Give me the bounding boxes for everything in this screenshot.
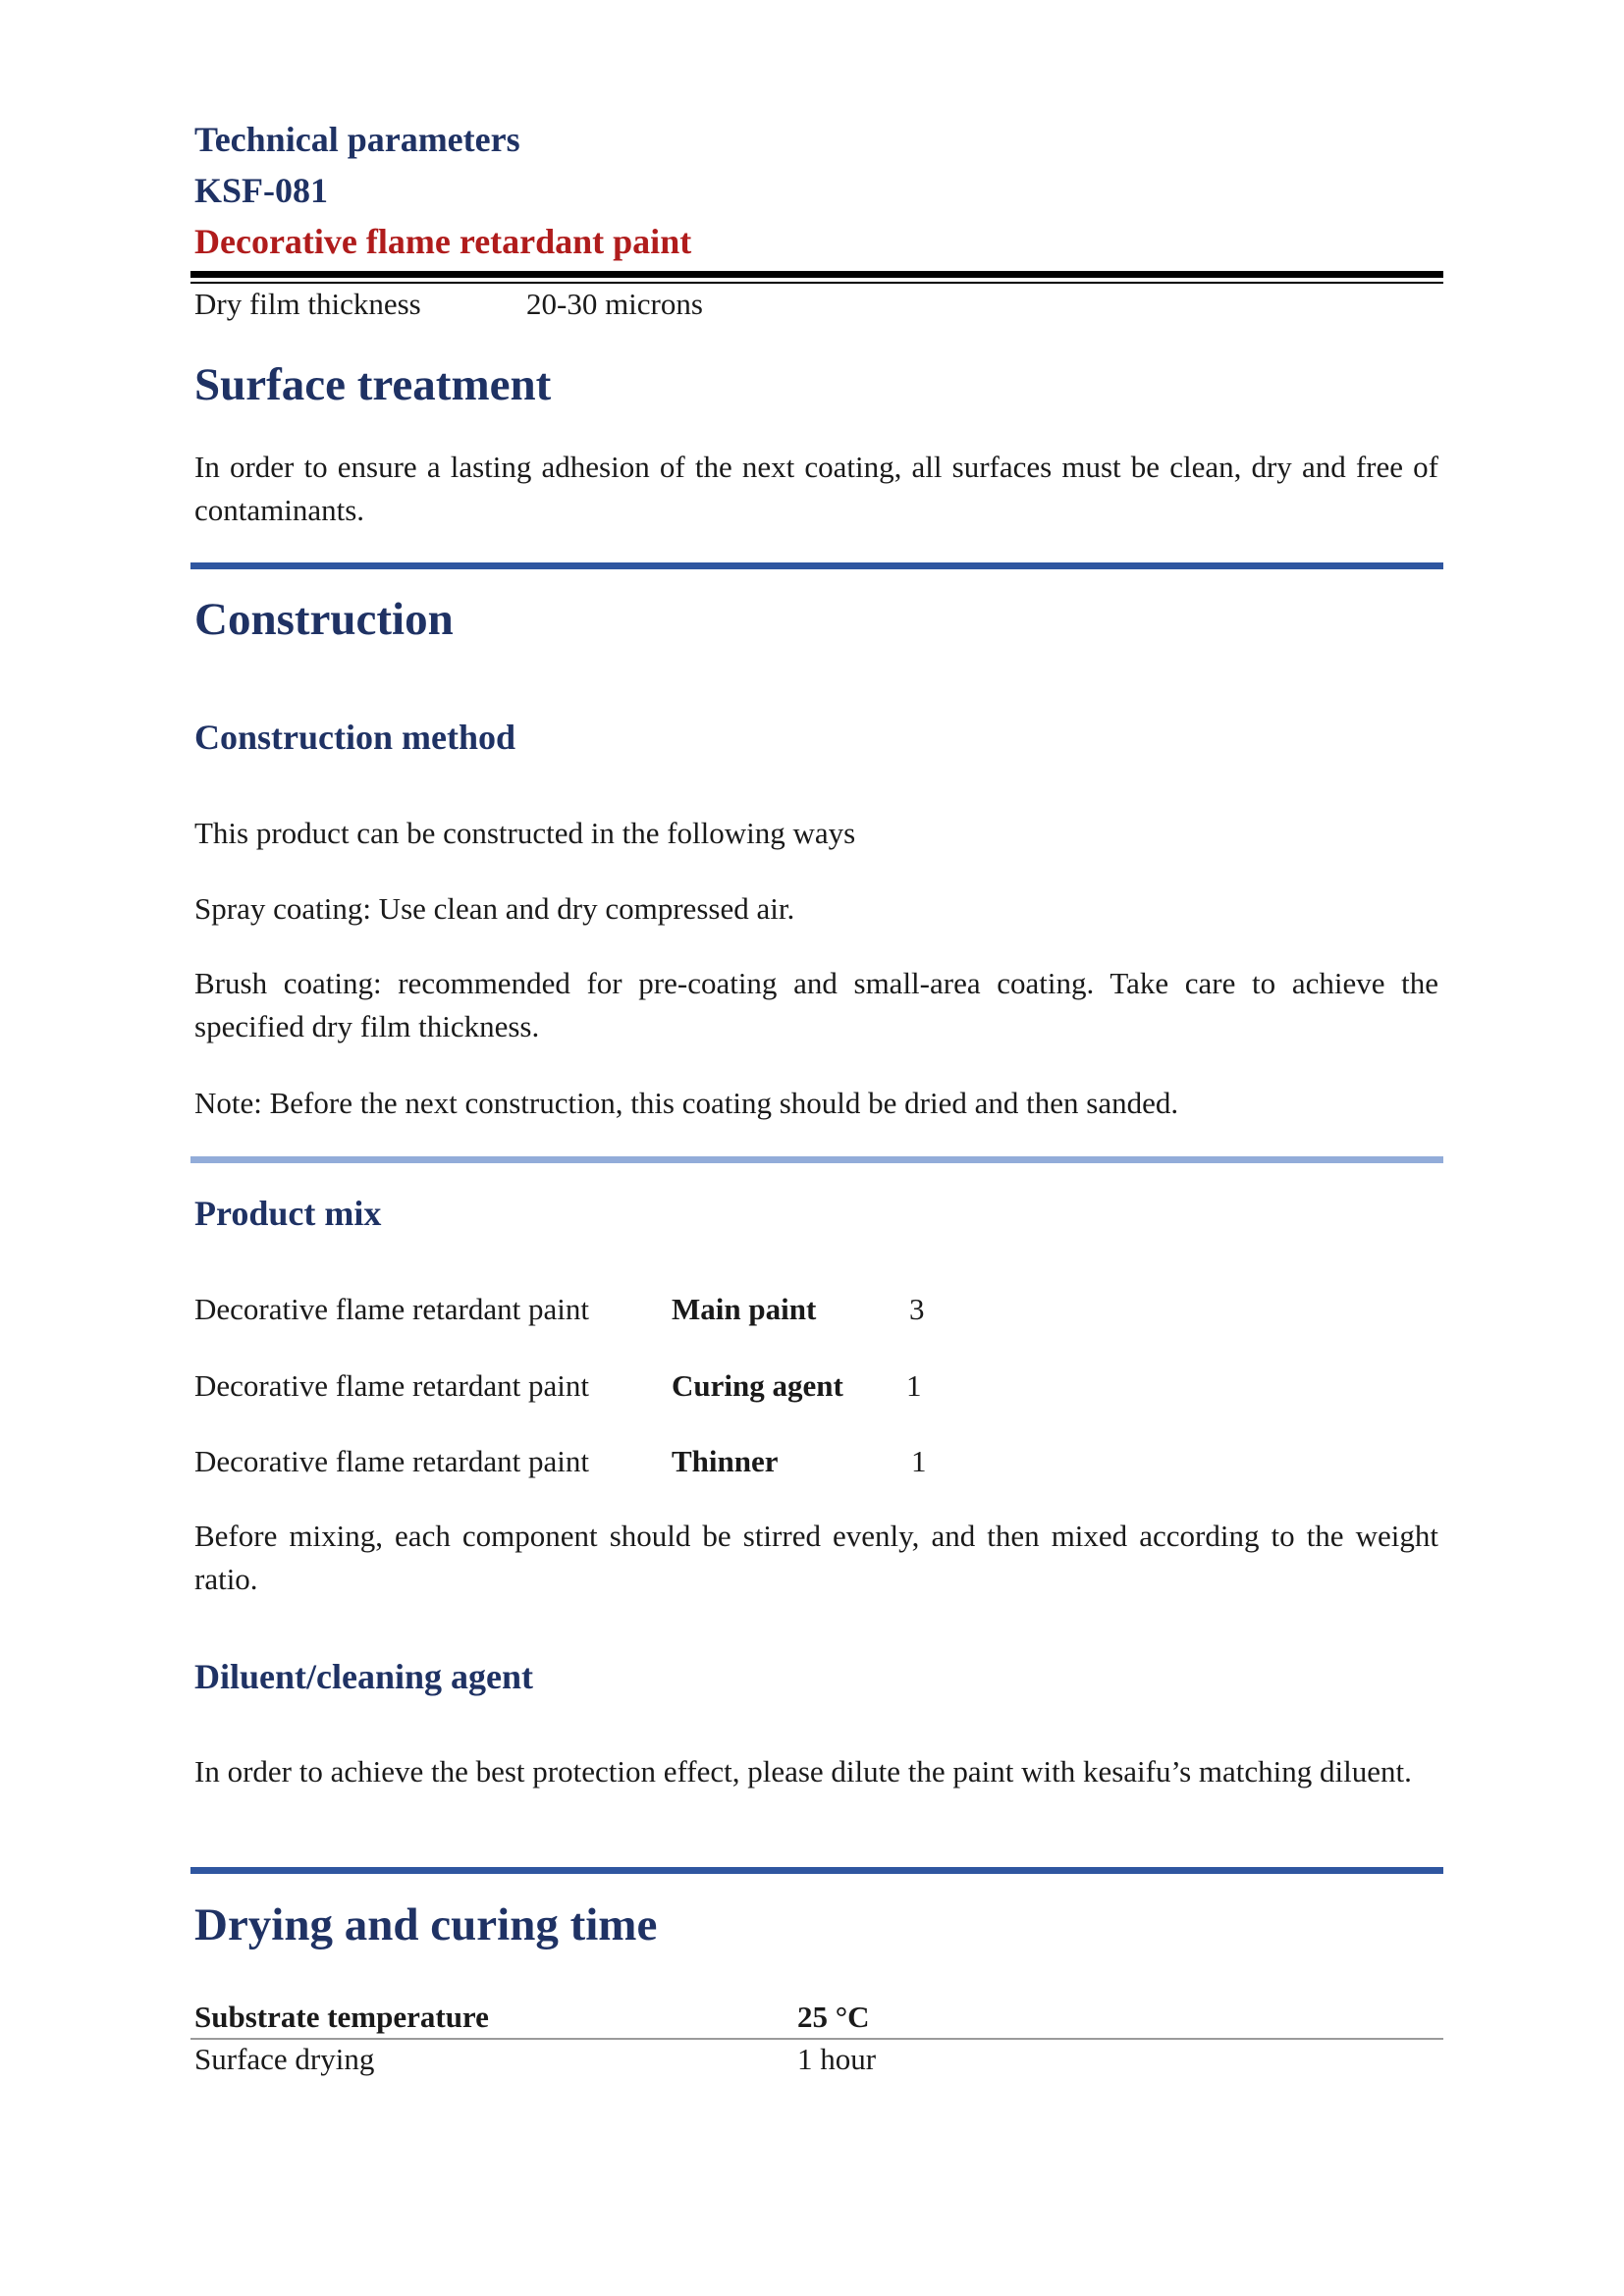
product-mix-note: Before mixing, each component should be stirred evenly, and then mixed according to the weight ratio.	[194, 1519, 1438, 1596]
dry-film-label: Dry film thickness	[194, 287, 421, 321]
section-divider-drying	[190, 1867, 1443, 1874]
header-thin-rule	[190, 282, 1443, 284]
header-thick-rule	[190, 271, 1443, 278]
drying-header-value: 25 °C	[797, 2000, 870, 2034]
mix-row-ratio: 1	[906, 1368, 922, 1403]
construction-brush: Brush coating: recommended for pre-coating and small-area coating. Take care to achieve the specified dry film thickness.	[194, 966, 1438, 1043]
surface-treatment-heading: Surface treatment	[194, 359, 552, 410]
construction-note: Note: Before the next construction, this coating should be dried and then sanded.	[194, 1086, 1179, 1120]
mix-row-product: Decorative flame retardant paint	[194, 1368, 589, 1403]
drying-row-value: 1 hour	[797, 2042, 877, 2076]
construction-intro: This product can be constructed in the following ways	[194, 816, 856, 850]
header-product-code: KSF-081	[194, 171, 329, 210]
section-divider-construction	[190, 562, 1443, 569]
mix-row-product: Decorative flame retardant paint	[194, 1444, 589, 1478]
drying-heading: Drying and curing time	[194, 1899, 658, 1950]
dry-film-value: 20-30 microns	[526, 287, 703, 321]
product-mix-heading: Product mix	[194, 1194, 382, 1233]
mix-row-product: Decorative flame retardant paint	[194, 1292, 589, 1326]
diluent-heading: Diluent/cleaning agent	[194, 1657, 534, 1696]
mix-row-component: Main paint	[672, 1292, 817, 1326]
construction-heading: Construction	[194, 594, 454, 645]
mix-row-component: Curing agent	[672, 1368, 843, 1403]
drying-row-label: Surface drying	[194, 2042, 375, 2076]
header-product-name: Decorative flame retardant paint	[194, 222, 692, 261]
mix-row-ratio: 1	[911, 1444, 927, 1478]
construction-method-heading: Construction method	[194, 718, 516, 757]
mix-row-component: Thinner	[672, 1444, 779, 1478]
drying-table-rule	[190, 2038, 1443, 2040]
drying-header-temperature: Substrate temperature	[194, 2000, 489, 2034]
mix-row-ratio: 3	[909, 1292, 925, 1326]
surface-treatment-text: In order to ensure a lasting adhesion of the next coating, all surfaces must be clean, dry and free of contaminants.	[194, 450, 1438, 527]
construction-spray: Spray coating: Use clean and dry compressed air.	[194, 891, 795, 926]
section-divider-product-mix	[190, 1156, 1443, 1163]
header-title: Technical parameters	[194, 120, 520, 159]
diluent-text: In order to achieve the best protection effect, please dilute the paint with kesaifu’s matching diluent.	[194, 1754, 1412, 1789]
